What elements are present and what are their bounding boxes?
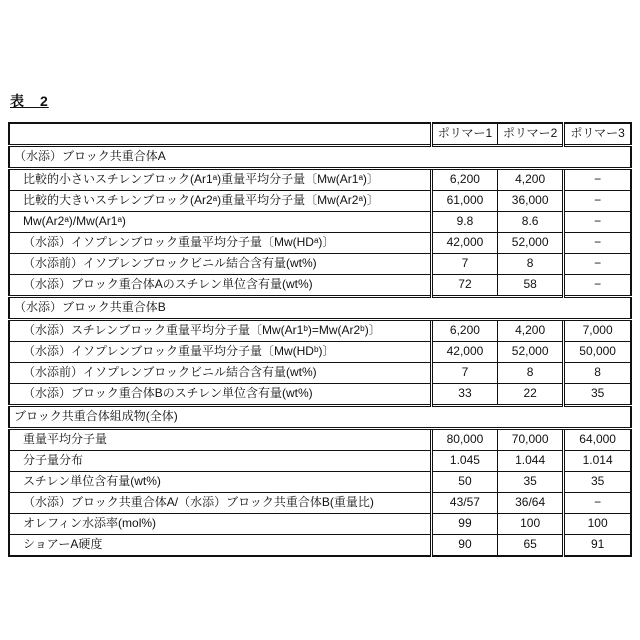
table-row xyxy=(9,254,631,275)
table-row xyxy=(9,384,631,406)
section-header-copolymer-b xyxy=(9,297,631,320)
value-polymer-2: 52,000 xyxy=(498,342,564,363)
table-row xyxy=(9,493,631,514)
table-row xyxy=(9,472,631,493)
value-polymer-2: 22 xyxy=(498,384,564,406)
value-polymer-1: 50 xyxy=(431,472,497,493)
value-polymer-2: 36,000 xyxy=(498,191,564,212)
value-polymer-3: − xyxy=(564,275,631,297)
table-row xyxy=(9,429,631,451)
value-polymer-1: 99 xyxy=(431,514,497,535)
value-polymer-3: 35 xyxy=(564,384,631,406)
section-header-copolymer-a xyxy=(9,146,631,169)
table-row xyxy=(9,212,631,233)
value-polymer-1: 61,000 xyxy=(431,191,497,212)
value-polymer-1: 7 xyxy=(431,254,497,275)
value-polymer-2: 100 xyxy=(498,514,564,535)
value-polymer-3: 91 xyxy=(564,535,631,557)
row-label: （水添前）イソプレンブロックビニル結合含有量(wt%) xyxy=(9,363,431,384)
value-polymer-3: − xyxy=(564,191,631,212)
value-polymer-3: − xyxy=(564,212,631,233)
row-label: （水添）イソプレンブロック重量平均分子量〔Mw(HDᵇ)〕 xyxy=(9,342,431,363)
column-header-polymer-3: ポリマー3 xyxy=(564,123,631,146)
value-polymer-1: 90 xyxy=(431,535,497,557)
value-polymer-2: 4,200 xyxy=(498,320,564,342)
section-title: （水添）ブロック共重合体A xyxy=(9,146,631,169)
row-label: ショアーA硬度 xyxy=(9,535,431,557)
value-polymer-1: 72 xyxy=(431,275,497,297)
section-title: （水添）ブロック共重合体B xyxy=(9,297,631,320)
value-polymer-1: 42,000 xyxy=(431,342,497,363)
value-polymer-3: 64,000 xyxy=(564,429,631,451)
value-polymer-3: − xyxy=(564,169,631,191)
table-row xyxy=(9,535,631,557)
header-row xyxy=(9,123,631,146)
value-polymer-3: 1.014 xyxy=(564,451,631,472)
row-label: （水添）ブロック共重合体A/（水添）ブロック共重合体B(重量比) xyxy=(9,493,431,514)
row-label: 比較的大きいスチレンブロック(Ar2ᵃ)重量平均分子量〔Mw(Ar2ᵃ)〕 xyxy=(9,191,431,212)
value-polymer-1: 33 xyxy=(431,384,497,406)
table-row xyxy=(9,342,631,363)
table-row xyxy=(9,451,631,472)
table-row xyxy=(9,320,631,342)
value-polymer-2: 36/64 xyxy=(498,493,564,514)
value-polymer-3: − xyxy=(564,254,631,275)
table-row xyxy=(9,275,631,297)
table-row xyxy=(9,169,631,191)
value-polymer-3: − xyxy=(564,493,631,514)
value-polymer-3: 35 xyxy=(564,472,631,493)
value-polymer-1: 1.045 xyxy=(431,451,497,472)
value-polymer-2: 4,200 xyxy=(498,169,564,191)
value-polymer-2: 58 xyxy=(498,275,564,297)
row-label: Mw(Ar2ᵃ)/Mw(Ar1ᵃ) xyxy=(9,212,431,233)
corner-cell xyxy=(9,123,431,146)
value-polymer-3: 8 xyxy=(564,363,631,384)
row-label: 重量平均分子量 xyxy=(9,429,431,451)
row-label: （水添）ブロック重合体Aのスチレン単位含有量(wt%) xyxy=(9,275,431,297)
value-polymer-3: 50,000 xyxy=(564,342,631,363)
row-label: （水添）イソプレンブロック重量平均分子量〔Mw(HDᵃ)〕 xyxy=(9,233,431,254)
value-polymer-2: 8 xyxy=(498,363,564,384)
value-polymer-1: 6,200 xyxy=(431,169,497,191)
value-polymer-2: 35 xyxy=(498,472,564,493)
table-row xyxy=(9,363,631,384)
value-polymer-2: 1.044 xyxy=(498,451,564,472)
value-polymer-2: 70,000 xyxy=(498,429,564,451)
value-polymer-2: 52,000 xyxy=(498,233,564,254)
value-polymer-3: 7,000 xyxy=(564,320,631,342)
section-header-composition-overall xyxy=(9,406,631,429)
value-polymer-3: − xyxy=(564,233,631,254)
value-polymer-1: 9.8 xyxy=(431,212,497,233)
value-polymer-2: 65 xyxy=(498,535,564,557)
row-label: スチレン単位含有量(wt%) xyxy=(9,472,431,493)
value-polymer-1: 43/57 xyxy=(431,493,497,514)
table-title: 表 2 xyxy=(10,93,49,109)
value-polymer-3: 100 xyxy=(564,514,631,535)
row-label: 比較的小さいスチレンブロック(Ar1ᵃ)重量平均分子量〔Mw(Ar1ᵃ)〕 xyxy=(9,169,431,191)
row-label: 分子量分布 xyxy=(9,451,431,472)
table-row xyxy=(9,514,631,535)
value-polymer-1: 80,000 xyxy=(431,429,497,451)
row-label: （水添前）イソプレンブロックビニル結合含有量(wt%) xyxy=(9,254,431,275)
table-row xyxy=(9,191,631,212)
polymer-properties-table xyxy=(8,122,632,557)
row-label: オレフィン水添率(mol%) xyxy=(9,514,431,535)
value-polymer-2: 8 xyxy=(498,254,564,275)
table-row xyxy=(9,233,631,254)
value-polymer-1: 7 xyxy=(431,363,497,384)
section-title: ブロック共重合体組成物(全体) xyxy=(9,406,631,429)
column-header-polymer-1: ポリマー1 xyxy=(431,123,497,146)
row-label: （水添）スチレンブロック重量平均分子量〔Mw(Ar1ᵇ)=Mw(Ar2ᵇ)〕 xyxy=(9,320,431,342)
value-polymer-1: 6,200 xyxy=(431,320,497,342)
row-label: （水添）ブロック重合体Bのスチレン単位含有量(wt%) xyxy=(9,384,431,406)
value-polymer-1: 42,000 xyxy=(431,233,497,254)
column-header-polymer-2: ポリマー2 xyxy=(498,123,564,146)
value-polymer-2: 8.6 xyxy=(498,212,564,233)
